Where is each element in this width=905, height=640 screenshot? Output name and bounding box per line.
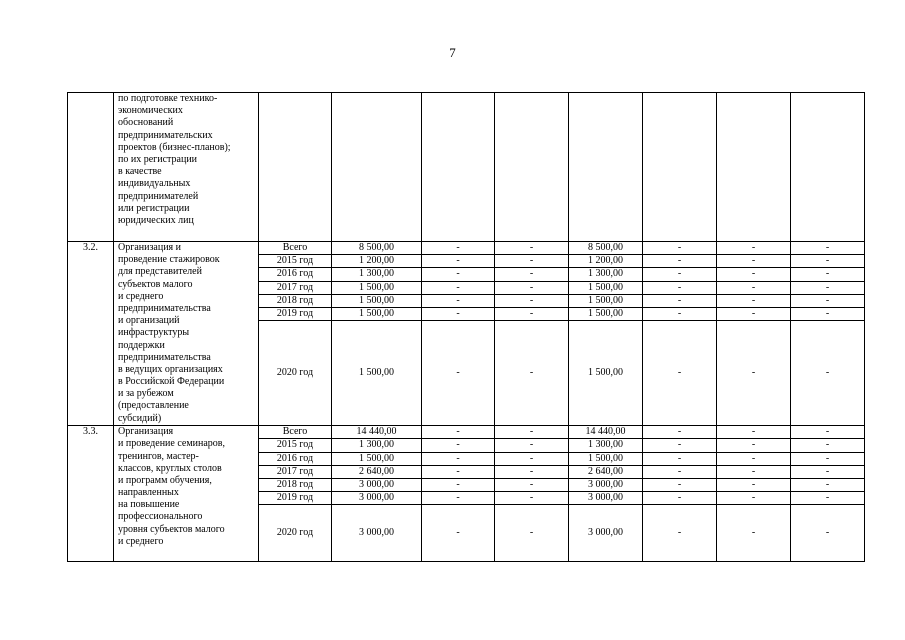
extra-col-cell: - (643, 492, 717, 505)
federal-budget-cell: - (422, 255, 495, 268)
total-cell: 2 640,00 (332, 465, 422, 478)
description-line: и проведение семинаров, (118, 438, 226, 450)
extra-col-cell: - (643, 426, 717, 439)
federal-budget-cell: - (422, 505, 495, 562)
description-line: предпринимательства (118, 302, 211, 314)
extra-col-cell: - (717, 452, 791, 465)
description-line: поддержки (118, 339, 165, 351)
regional-budget-cell: - (495, 242, 569, 255)
description-line: субъектов малого (118, 278, 193, 290)
regional-budget-cell: - (495, 255, 569, 268)
federal-budget-cell: - (422, 478, 495, 491)
description-line: проведение стажировок (118, 254, 220, 266)
extra-col-cell: - (717, 465, 791, 478)
local-budget-cell: 1 200,00 (569, 255, 643, 268)
extra-col-cell: - (643, 307, 717, 320)
extra-col-cell: - (717, 426, 791, 439)
year-cell: 2020 год (259, 505, 332, 562)
description-line: (предоставление (118, 400, 189, 412)
extra-col-cell: - (717, 492, 791, 505)
regional-budget-cell: - (495, 492, 569, 505)
regional-budget-cell: - (495, 439, 569, 452)
extra-col-cell: - (791, 439, 865, 452)
extra-col-cell: - (643, 452, 717, 465)
local-budget-cell: 1 300,00 (569, 268, 643, 281)
extra-col-cell: - (643, 465, 717, 478)
description-line: направленных (118, 487, 179, 499)
federal-budget-cell: - (422, 426, 495, 439)
description-line: по их регистрации (118, 153, 198, 165)
regional-budget-cell: - (495, 426, 569, 439)
description-line: субсидий) (118, 412, 162, 424)
extra-col-cell: - (791, 242, 865, 255)
federal-budget-cell: - (422, 452, 495, 465)
year-cell: 2019 год (259, 492, 332, 505)
page-number: 7 (449, 45, 456, 60)
year-cell: 2018 год (259, 478, 332, 491)
total-cell: 1 500,00 (332, 452, 422, 465)
regional-budget-cell: - (495, 452, 569, 465)
regional-budget-cell: - (495, 294, 569, 307)
year-cell: 2015 год (259, 255, 332, 268)
regional-budget-cell: - (495, 281, 569, 294)
table-row (68, 426, 865, 439)
extra-col-cell: - (643, 281, 717, 294)
extra-col-cell: - (643, 294, 717, 307)
continuation-description (114, 93, 259, 242)
extra-col-cell: - (717, 478, 791, 491)
federal-budget-cell: - (422, 439, 495, 452)
year-cell: Всего (259, 426, 332, 439)
local-budget-cell: 3 000,00 (569, 492, 643, 505)
federal-budget-cell: - (422, 492, 495, 505)
continuation-row (68, 93, 865, 242)
table-row (68, 242, 865, 255)
regional-budget-cell: - (495, 307, 569, 320)
year-cell: 2020 год (259, 321, 332, 426)
year-cell: 2017 год (259, 465, 332, 478)
description-line: и организаций (118, 315, 180, 327)
description-line: в качестве (118, 166, 162, 178)
extra-col-cell: - (643, 268, 717, 281)
local-budget-cell: 8 500,00 (569, 242, 643, 255)
extra-col-cell: - (791, 505, 865, 562)
total-cell: 1 500,00 (332, 281, 422, 294)
item-description (114, 242, 259, 426)
description-line: обоснований (118, 117, 174, 129)
extra-col-cell: - (643, 242, 717, 255)
local-budget-cell: 1 300,00 (569, 439, 643, 452)
year-cell: 2018 год (259, 294, 332, 307)
extra-col-cell: - (717, 281, 791, 294)
year-cell: Всего (259, 242, 332, 255)
extra-col-cell: - (643, 255, 717, 268)
description-line: предпринимательства (118, 351, 211, 363)
local-budget-cell: 1 500,00 (569, 294, 643, 307)
description-line: предпринимательских (118, 129, 213, 141)
description-line: на повышение (118, 499, 180, 511)
extra-col-cell: - (791, 426, 865, 439)
description-line: для представителей (118, 266, 202, 278)
total-cell: 14 440,00 (332, 426, 422, 439)
federal-budget-cell: - (422, 307, 495, 320)
regional-budget-cell: - (495, 478, 569, 491)
measures-table (67, 92, 865, 562)
federal-budget-cell: - (422, 281, 495, 294)
total-cell: 1 200,00 (332, 255, 422, 268)
description-line: профессионального (118, 511, 203, 523)
description-line: и за рубежом (118, 388, 174, 400)
total-cell: 8 500,00 (332, 242, 422, 255)
item-number: 3.3. (68, 426, 114, 562)
local-budget-cell: 1 500,00 (569, 307, 643, 320)
extra-col-cell: - (791, 492, 865, 505)
total-cell: 1 500,00 (332, 294, 422, 307)
description-line: Организация (118, 426, 174, 438)
year-cell: 2017 год (259, 281, 332, 294)
extra-col-cell: - (717, 268, 791, 281)
extra-col-cell: - (643, 478, 717, 491)
year-cell: 2019 год (259, 307, 332, 320)
item-number: 3.2. (68, 242, 114, 426)
total-cell: 1 500,00 (332, 307, 422, 320)
local-budget-cell: 1 500,00 (569, 452, 643, 465)
regional-budget-cell: - (495, 465, 569, 478)
extra-col-cell: - (791, 452, 865, 465)
extra-col-cell: - (643, 439, 717, 452)
federal-budget-cell: - (422, 465, 495, 478)
extra-col-cell: - (717, 255, 791, 268)
local-budget-cell: 3 000,00 (569, 505, 643, 562)
item-description (114, 426, 259, 562)
federal-budget-cell: - (422, 294, 495, 307)
extra-col-cell: - (717, 294, 791, 307)
local-budget-cell: 1 500,00 (569, 281, 643, 294)
description-line: юридических лиц (118, 214, 194, 226)
extra-col-cell: - (791, 281, 865, 294)
local-budget-cell: 3 000,00 (569, 478, 643, 491)
extra-col-cell: - (717, 439, 791, 452)
description-line: уровня субъектов малого (118, 523, 225, 535)
description-line: и среднего (118, 535, 164, 547)
extra-col-cell: - (717, 505, 791, 562)
description-line: предпринимателей (118, 190, 199, 202)
total-cell: 1 300,00 (332, 268, 422, 281)
federal-budget-cell: - (422, 268, 495, 281)
description-line: проектов (бизнес-планов); (118, 141, 231, 153)
extra-col-cell: - (717, 321, 791, 426)
description-line: инфраструктуры (118, 327, 190, 339)
local-budget-cell: 1 500,00 (569, 321, 643, 426)
description-line: экономических (118, 105, 183, 117)
extra-col-cell: - (643, 505, 717, 562)
year-cell: 2015 год (259, 439, 332, 452)
federal-budget-cell: - (422, 321, 495, 426)
year-cell: 2016 год (259, 452, 332, 465)
extra-col-cell: - (791, 307, 865, 320)
description-line: классов, круглых столов (118, 462, 222, 474)
extra-col-cell: - (791, 294, 865, 307)
extra-col-cell: - (717, 307, 791, 320)
description-line: индивидуальных (118, 178, 191, 190)
description-line: Организация и (118, 242, 182, 253)
regional-budget-cell: - (495, 505, 569, 562)
extra-col-cell: - (791, 478, 865, 491)
row-number-cell (68, 93, 114, 242)
description-line: в Российской Федерации (118, 376, 225, 388)
extra-col-cell: - (791, 465, 865, 478)
description-line: и программ обучения, (118, 474, 212, 486)
extra-col-cell: - (791, 321, 865, 426)
description-line: в ведущих организациях (118, 363, 223, 375)
total-cell: 3 000,00 (332, 505, 422, 562)
extra-col-cell: - (717, 242, 791, 255)
extra-col-cell: - (791, 255, 865, 268)
federal-budget-cell: - (422, 242, 495, 255)
year-cell: 2016 год (259, 268, 332, 281)
description-line: или регистрации (118, 202, 190, 214)
extra-col-cell: - (791, 268, 865, 281)
description-line: и среднего (118, 290, 164, 302)
regional-budget-cell: - (495, 321, 569, 426)
local-budget-cell: 14 440,00 (569, 426, 643, 439)
description-line: тренингов, мастер- (118, 450, 199, 462)
extra-col-cell: - (643, 321, 717, 426)
local-budget-cell: 2 640,00 (569, 465, 643, 478)
total-cell: 1 500,00 (332, 321, 422, 426)
description-line: по подготовке технико- (118, 93, 218, 104)
total-cell: 3 000,00 (332, 492, 422, 505)
total-cell: 1 300,00 (332, 439, 422, 452)
regional-budget-cell: - (495, 268, 569, 281)
total-cell: 3 000,00 (332, 478, 422, 491)
